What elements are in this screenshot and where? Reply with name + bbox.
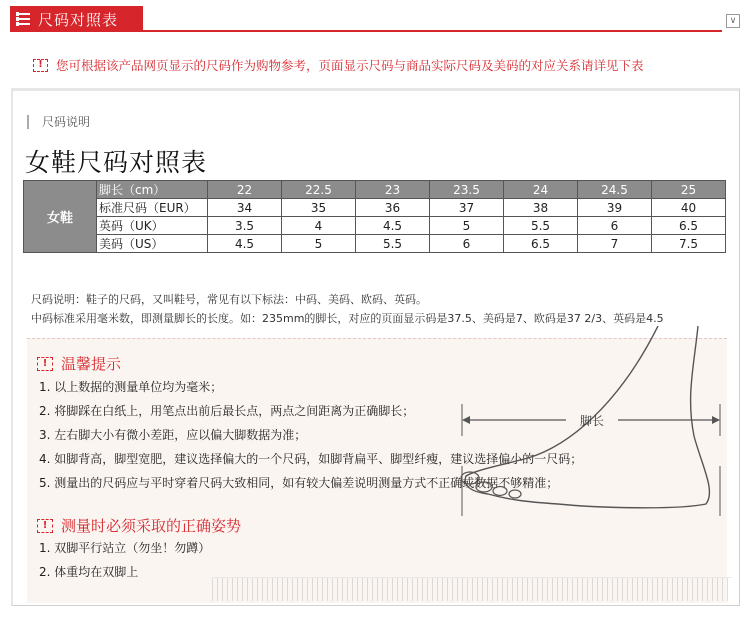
size-value-cell: 7 [578, 235, 652, 253]
tips-title-text: 温馨提示 [61, 355, 122, 373]
size-label-text: 尺码说明 [42, 115, 91, 129]
size-value-cell: 24.5 [578, 181, 652, 199]
chart-title: 女鞋尺码对照表 [25, 148, 208, 177]
posture-title [37, 515, 241, 536]
table-row [24, 217, 726, 235]
table-row [24, 181, 726, 199]
size-explanation-label [27, 113, 90, 130]
foot-length-label: 脚长 [579, 414, 605, 428]
tip-item: 4. 如脚背高，脚型宽肥，建议选择偏大的一个尺码，如脚背扁平、脚型纤瘦，建议选择偏小的一尺码； [39, 452, 583, 466]
size-value-cell: 5.5 [356, 235, 430, 253]
header-tab [10, 6, 143, 32]
category-cell: 女鞋 [24, 181, 97, 253]
row-header-cell: 美码（US） [97, 235, 208, 253]
ruler-graphic [212, 577, 732, 601]
notice-bar [33, 56, 644, 74]
explain-line-1: 尺码说明：鞋子的尺码，又叫鞋号，常见有以下标法：中码、美码、欧码、英码。 [31, 293, 427, 306]
tip-item: 3. 左右脚大小有微小差距，应以偏大脚数据为准； [39, 428, 307, 442]
size-value-cell: 5.5 [504, 217, 578, 235]
size-value-cell: 6 [430, 235, 504, 253]
row-header-cell: 英码（UK） [97, 217, 208, 235]
foot-diagram [448, 326, 723, 516]
size-value-cell: 40 [652, 199, 726, 217]
size-value-cell: 22.5 [282, 181, 356, 199]
row-header-cell: 脚长（cm） [97, 181, 208, 199]
size-value-cell: 36 [356, 199, 430, 217]
row-header-cell: 标准尺码（EUR） [97, 199, 208, 217]
explain-line-2: 中码标准采用毫米数，即测量脚长的长度。如：235mm的脚长，对应的页面显示码是37.5、美码是7、欧码是37 2/3、英码是4.5 [31, 312, 664, 325]
tip-item: 5. 测量出的尺码应与平时穿着尺码大致相同，如有较大偏差说明测量方式不正确或数据不够精准； [39, 476, 559, 490]
warning-icon: ! [33, 59, 48, 72]
table-row [24, 235, 726, 253]
size-value-cell: 39 [578, 199, 652, 217]
posture-item: 1. 双脚平行站立（勿坐！勿蹲） [39, 541, 211, 555]
header-divider [10, 30, 722, 32]
warning-icon: ! [37, 357, 53, 371]
size-value-cell: 6.5 [504, 235, 578, 253]
size-value-cell: 5 [282, 235, 356, 253]
size-value-cell: 24 [504, 181, 578, 199]
size-value-cell: 7.5 [652, 235, 726, 253]
size-value-cell: 4.5 [208, 235, 282, 253]
chevron-down-icon[interactable]: ∨ [726, 14, 740, 28]
warning-icon: ! [37, 519, 53, 533]
header-title: 尺码对照表 [38, 10, 119, 29]
size-value-cell: 38 [504, 199, 578, 217]
tip-item: 2. 将脚踩在白纸上，用笔点出前后最长点，两点之间距离为正确脚长； [39, 404, 415, 418]
posture-title-text: 测量时必须采取的正确姿势 [61, 517, 242, 535]
size-value-cell: 4 [282, 217, 356, 235]
size-value-cell: 34 [208, 199, 282, 217]
notice-text: 您可根据该产品网页显示的尺码作为购物参考，页面显示尺码与商品实际尺码及美码的对应关系请详见下表 [56, 58, 644, 73]
size-value-cell: 25 [652, 181, 726, 199]
size-value-cell: 3.5 [208, 217, 282, 235]
size-value-cell: 37 [430, 199, 504, 217]
size-table [23, 180, 726, 253]
size-value-cell: 22 [208, 181, 282, 199]
size-value-cell: 6.5 [652, 217, 726, 235]
tips-title [37, 353, 121, 374]
size-value-cell: 35 [282, 199, 356, 217]
posture-item: 2. 体重均在双脚上 [39, 565, 139, 579]
size-value-cell: 23 [356, 181, 430, 199]
tip-item: 1. 以上数据的测量单位均为毫米； [39, 380, 223, 394]
size-value-cell: 5 [430, 217, 504, 235]
bar-icon [27, 115, 34, 129]
size-value-cell: 4.5 [356, 217, 430, 235]
size-value-cell: 23.5 [430, 181, 504, 199]
size-value-cell: 6 [578, 217, 652, 235]
header-bar [0, 0, 750, 34]
list-icon [16, 13, 30, 25]
table-row [24, 199, 726, 217]
